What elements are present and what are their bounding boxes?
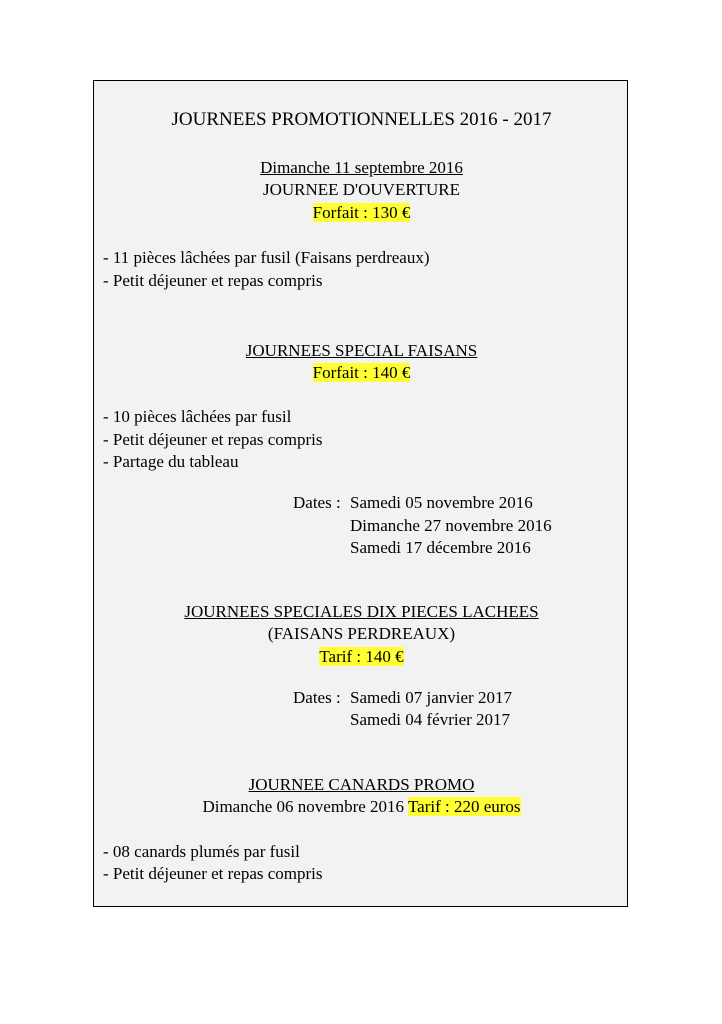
pheasant-special-price-text: Forfait : 140 € xyxy=(312,363,411,382)
ten-pieces-heading-text: JOURNEES SPECIALES DIX PIECES LACHEES xyxy=(184,602,539,621)
pheasant-special-dates-label: Dates : xyxy=(293,493,341,512)
ten-pieces-heading xyxy=(94,601,629,623)
duck-promo-heading xyxy=(94,774,629,796)
ten-pieces-date-2: Samedi 04 février 2017 xyxy=(350,710,511,729)
opening-day-price xyxy=(94,202,629,224)
ten-pieces-subheading: (FAISANS PERDREAUX) xyxy=(267,624,456,643)
ten-pieces-date-1: Samedi 07 janvier 2017 xyxy=(350,688,512,707)
duck-promo-date: Dimanche 06 novembre 2016 xyxy=(202,797,408,816)
duck-promo-item-2: - Petit déjeuner et repas compris xyxy=(103,864,323,883)
opening-day-item-1: - 11 pièces lâchées par fusil (Faisans perdreaux) xyxy=(103,248,430,267)
document-title: JOURNEES PROMOTIONNELLES 2016 - 2017 xyxy=(171,109,552,130)
pheasant-special-heading-text: JOURNEES SPECIAL FAISANS xyxy=(245,341,478,360)
opening-day-name: JOURNEE D'OUVERTURE xyxy=(262,180,461,199)
pheasant-special-date-2: Dimanche 27 novembre 2016 xyxy=(350,516,552,535)
pheasant-special-item-2: - Petit déjeuner et repas compris xyxy=(103,430,323,449)
duck-promo-heading-text: JOURNEE CANARDS PROMO xyxy=(248,775,475,794)
opening-day-date-text: Dimanche 11 septembre 2016 xyxy=(260,158,463,177)
duck-promo-date-price xyxy=(94,796,629,818)
pheasant-special-item-1: - 10 pièces lâchées par fusil xyxy=(103,407,292,426)
duck-promo-price: Tarif : 220 euros xyxy=(407,797,521,816)
pheasant-special-date-3: Samedi 17 décembre 2016 xyxy=(350,538,531,557)
ten-pieces-dates-label: Dates : xyxy=(293,688,341,707)
promo-document-frame xyxy=(93,80,628,907)
opening-day-item-2: - Petit déjeuner et repas compris xyxy=(103,271,323,290)
ten-pieces-price xyxy=(94,646,629,668)
opening-day-price-text: Forfait : 130 € xyxy=(312,203,411,222)
pheasant-special-heading xyxy=(94,340,629,362)
pheasant-special-date-1: Samedi 05 novembre 2016 xyxy=(350,493,533,512)
pheasant-special-item-3: - Partage du tableau xyxy=(103,452,239,471)
opening-day-date xyxy=(94,157,629,179)
duck-promo-item-1: - 08 canards plumés par fusil xyxy=(103,842,300,861)
ten-pieces-price-text: Tarif : 140 € xyxy=(319,647,404,666)
pheasant-special-price xyxy=(94,362,629,384)
